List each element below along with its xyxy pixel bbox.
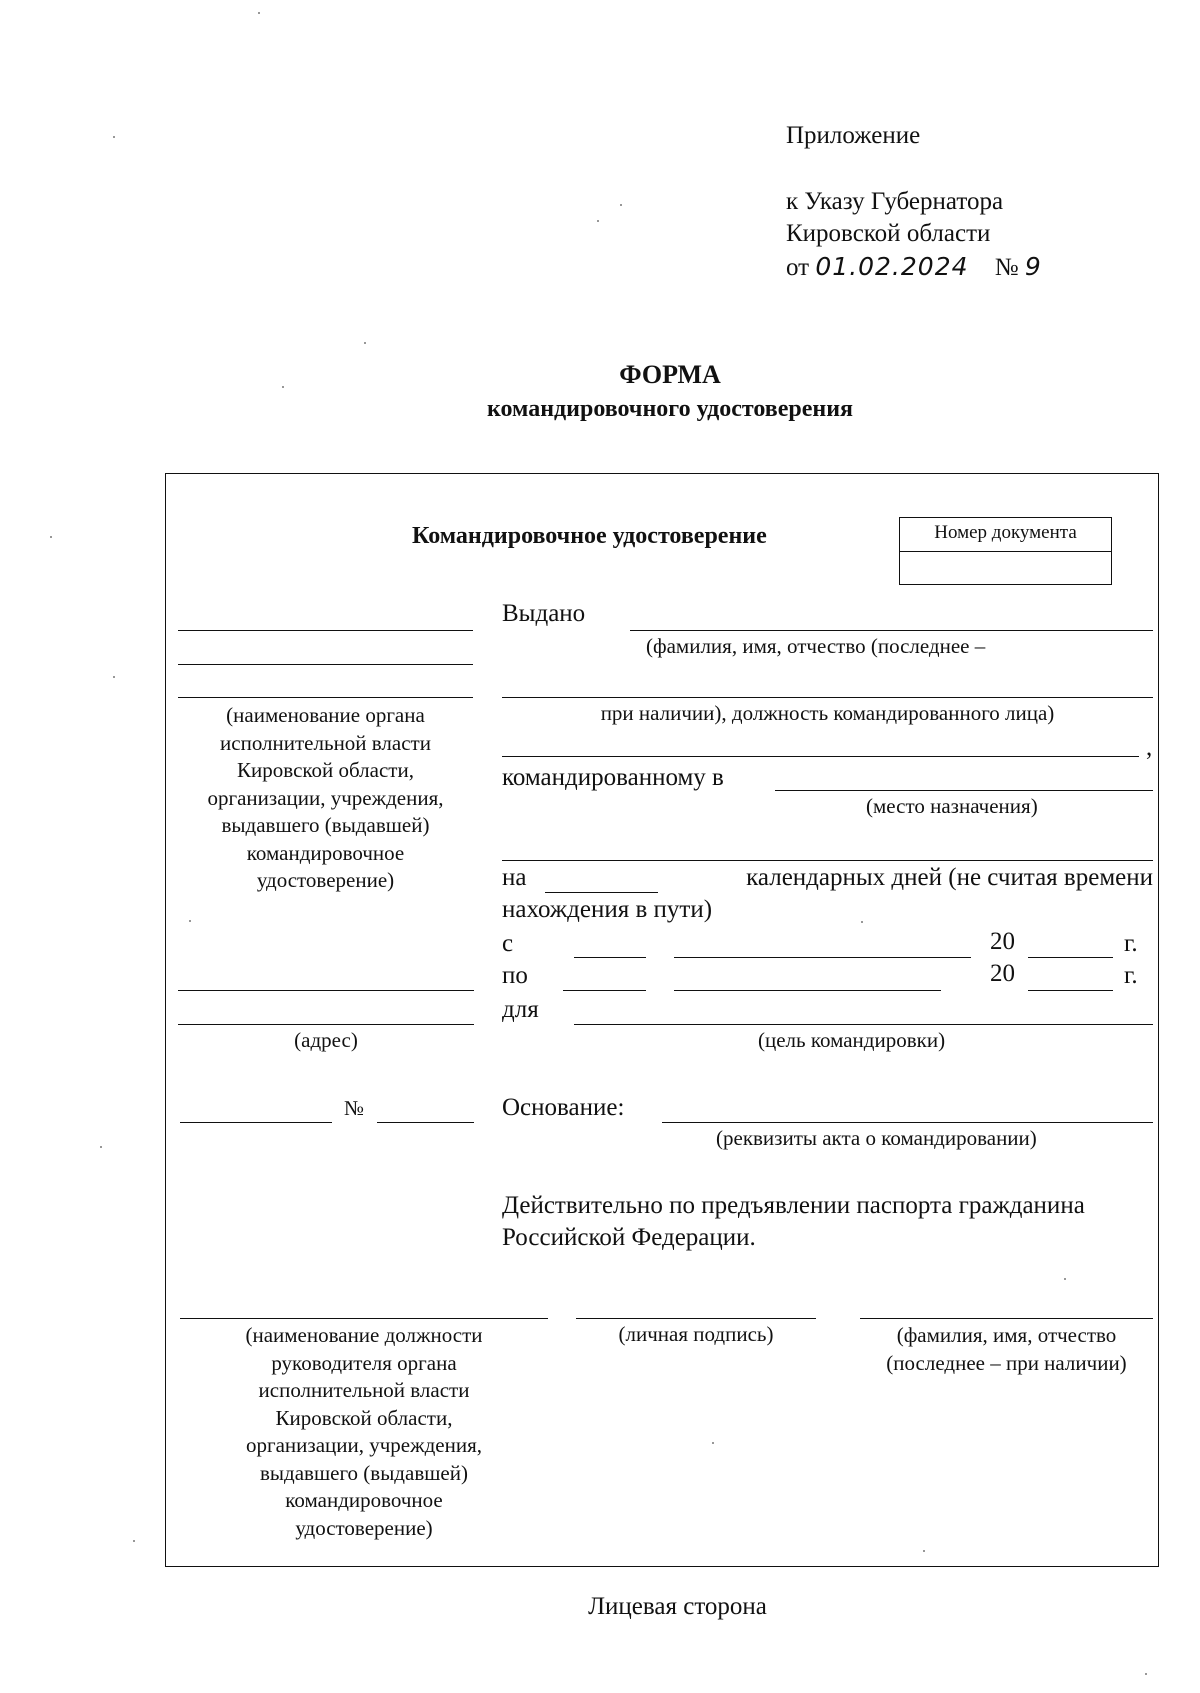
appendix-region: Кировской области [786,220,991,247]
issued-label: Выдано [502,600,586,627]
comma: , [1146,734,1153,761]
appendix-title: Приложение [786,122,921,149]
doc-number-box [899,517,1112,585]
fio-hint-1: (фамилия, имя, отчество (последнее – [646,634,986,658]
scan-speck [1064,1278,1066,1280]
reg-number-line [377,1122,474,1123]
scan-speck [1145,1673,1147,1675]
org-hint-line: удостоверение) [256,868,395,892]
head-position-line-text: удостоверение) [295,1515,433,1540]
reg-number-sign: № [344,1096,365,1120]
doc-number-label: Номер документа [934,522,1077,543]
page-title: ФОРМА [619,360,721,389]
org-hint-line: организации, учреждения, [207,785,444,810]
appendix-decree: к Указу Губернатора [786,188,1004,215]
scan-speck [597,220,599,222]
for-label: для [502,996,539,1023]
calendar-days-text: календарных дней (не считая времени [746,864,1153,891]
validity-line-2: Российской Федерации. [502,1224,756,1251]
basis-hint: (реквизиты акта о командировании) [716,1126,1037,1150]
address-line-2 [178,1024,474,1025]
scan-speck [100,1146,102,1148]
org-hint-line: (наименование органа [226,703,425,727]
scan-speck [861,921,863,923]
scan-speck [620,204,622,206]
page-subtitle: командировочного удостоверения [486,396,854,422]
org-hint-line: командировочное [246,840,405,865]
from-label: с [502,930,514,957]
purpose-line [574,1024,1153,1025]
org-hint [178,702,473,895]
from-year-line [1028,957,1113,958]
side-caption: Лицевая сторона [588,1593,767,1620]
head-position-line-text: (наименование должности [245,1323,483,1347]
handwritten-date: 01.02.2024 [815,252,969,281]
head-name-hint-line-2: (последнее – при наличии) [886,1350,1127,1375]
scan-speck [258,12,260,14]
from-day-line [574,957,646,958]
head-name-line [860,1318,1153,1319]
head-position-line-text: Кировской области, [275,1405,453,1430]
to-label: по [502,962,528,989]
reg-date-line [180,1122,332,1123]
basis-line [662,1122,1153,1123]
in-transit-text: нахождения в пути) [502,896,713,923]
scan-speck [364,342,366,344]
scan-speck [282,386,284,388]
days-line [545,892,658,893]
from-year-suffix: г. [1124,930,1138,957]
signature-hint: (личная подпись) [618,1322,774,1346]
fio-hint-2: при наличии), должность командированного лица) [600,701,1055,725]
scan-speck [712,1442,714,1444]
head-position-line-text: выдавшего (выдавшей) [260,1460,468,1485]
doc-number-divider [900,551,1111,552]
to-year-suffix: г. [1124,962,1138,989]
head-position-line-text: исполнительной власти [258,1378,470,1402]
from-year-prefix: 20 [990,928,1015,955]
address-hint: (адрес) [294,1028,358,1052]
to-month-line [674,990,941,991]
appendix-date-line [786,252,1042,282]
destination-line [775,790,1153,791]
issued-line [630,630,1153,631]
handwritten-number: 9 [1024,252,1042,281]
scan-speck [923,1550,925,1552]
number-prefix: № [994,254,1019,281]
fio-line-3 [502,756,1139,757]
destination-line-2 [502,860,1153,861]
to-year-line [1028,990,1113,991]
fio-line-2 [502,697,1153,698]
validity-line-1: Действительно по предъявлении паспорта гражданина [502,1192,1085,1219]
scan-speck [113,676,115,678]
head-position-line-text: руководителя органа [271,1350,457,1375]
org-line-3 [178,697,473,698]
purpose-hint: (цель командировки) [758,1028,946,1052]
on-label: на [502,864,527,891]
head-position-hint [180,1322,548,1542]
sent-to-label: командированному в [502,764,724,791]
head-position-line [180,1318,548,1319]
address-line-1 [178,990,474,991]
org-line-2 [178,664,473,665]
head-position-line-text: командировочное [285,1488,443,1512]
signature-line [576,1318,816,1319]
date-prefix: от [786,254,810,281]
head-name-hint-line-1: (фамилия, имя, отчество [896,1323,1117,1347]
to-day-line [563,990,646,991]
head-position-line-text: организации, учреждения, [245,1433,483,1457]
scan-speck [113,136,115,138]
form-title: Командировочное удостоверение [412,523,767,549]
scan-speck [189,920,191,922]
head-name-hint [860,1322,1153,1377]
org-hint-line: выдавшего (выдавшей) [221,813,430,837]
from-month-line [674,957,971,958]
to-year-prefix: 20 [990,960,1015,987]
scan-speck [133,1540,135,1542]
destination-hint: (место назначения) [866,794,1038,818]
org-hint-line: исполнительной власти [220,730,431,755]
org-hint-line: Кировской области, [237,758,414,782]
org-line-1 [178,630,473,631]
scan-speck [50,536,52,538]
basis-label: Основание: [502,1094,625,1121]
